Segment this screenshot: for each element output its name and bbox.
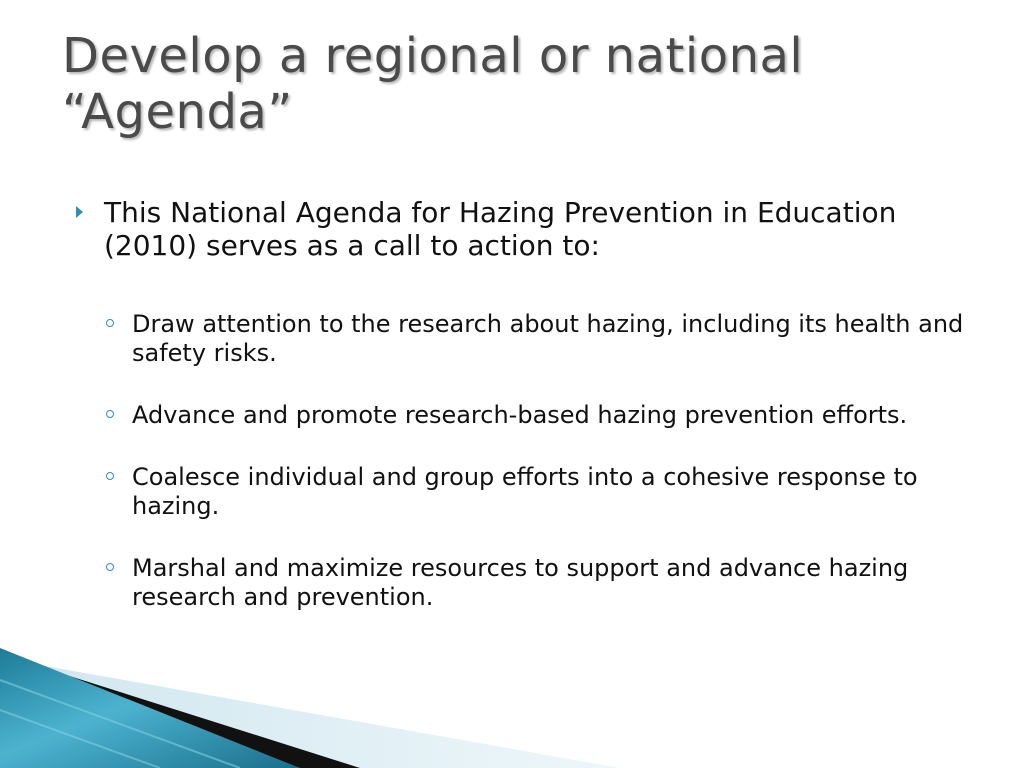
sub-bullet	[106, 554, 986, 612]
sub-bullet-text: Marshal and maximize resources to support and advance hazing research and prevention.	[132, 554, 909, 611]
main-bullet	[76, 196, 956, 262]
sub-bullet	[106, 463, 986, 521]
sub-bullet-text: Coalesce individual and group efforts into a cohesive response to hazing.	[132, 463, 918, 520]
slide-title	[62, 28, 962, 140]
sub-bullet-text: Draw attention to the research about hazing, including its health and safety risks.	[132, 310, 964, 367]
hollow-circle-icon	[106, 319, 114, 327]
slide-title-line: “Agenda”	[62, 84, 293, 140]
sub-bullet-list	[106, 310, 986, 645]
sub-bullet-text: Advance and promote research-based hazing prevention efforts.	[132, 401, 908, 429]
hollow-circle-icon	[106, 472, 114, 480]
triangle-right-icon	[76, 206, 83, 218]
hollow-circle-icon	[106, 563, 114, 571]
hollow-circle-icon	[106, 410, 114, 418]
decorative-wave-shapes	[0, 640, 1024, 768]
slide-title-line: Develop a regional or national	[62, 28, 804, 84]
sub-bullet	[106, 401, 986, 430]
main-bullet-text: This National Agenda for Hazing Prevention in Education (2010) serves as a call to action to:	[104, 196, 897, 262]
sub-bullet	[106, 310, 986, 368]
